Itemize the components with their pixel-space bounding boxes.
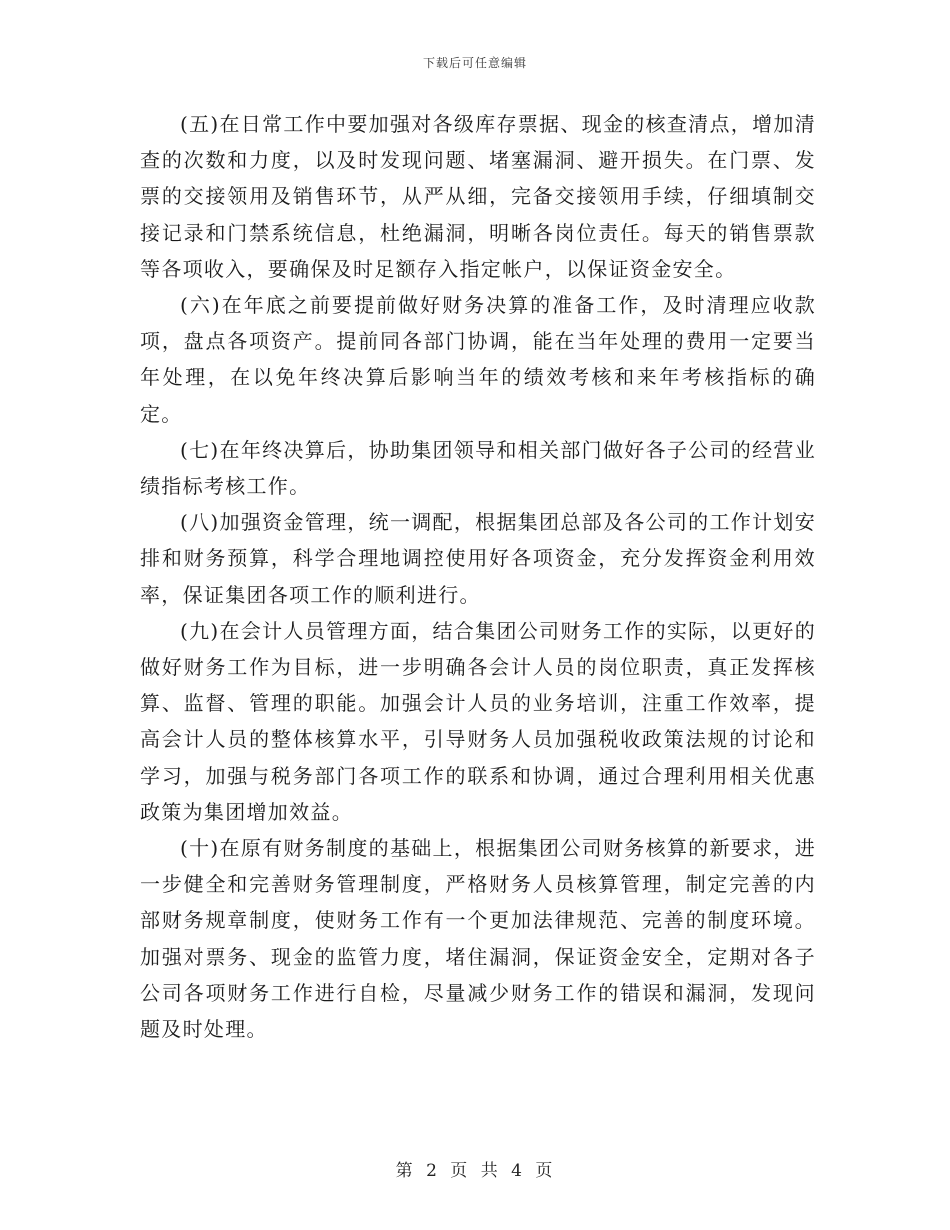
paragraph-7: (七)在年终决算后，协助集团领导和相关部门做好各子公司的经营业绩指标考核工作。: [140, 437, 816, 499]
paragraph-10: (十)在原有财务制度的基础上，根据集团公司财务核算的新要求，进一步健全和完善财务管理制度，严格财务人员核算管理，制定完善的内部财务规章制度，使财务工作有一个更加法律规范、完善的制度环境。加强对票务、现金的监管力度，堵住漏洞，保证资金安全，定期对各子公司各项财务工作进行自检，尽量减少财务工作的错误和漏洞，发现问题及时处理。: [140, 836, 816, 1042]
paragraph-6: (六)在年底之前要提前做好财务决算的准备工作，及时清理应收款项，盘点各项资产。提前同各部门协调，能在当年处理的费用一定要当年处理，在以免年终决算后影响当年的绩效考核和来年考核指标的确定。: [140, 293, 816, 426]
document-body: [140, 106, 816, 1047]
paragraph-9: (九)在会计人员管理方面，结合集团公司财务工作的实际，以更好的做好财务工作为目标，进一步明确各会计人员的岗位职责，真正发挥核算、监督、管理的职能。加强会计人员的业务培训，注重工作效率，提高会计人员的整体核算水平，引导财务人员加强税收政策法规的讨论和学习，加强与税务部门各项工作的联系和协调，通过合理利用相关优惠政策为集团增加效益。: [140, 618, 816, 824]
page-header: 下载后可任意编辑: [422, 56, 527, 70]
page-number-footer: 第 2 页 共 4 页: [395, 1161, 555, 1181]
paragraph-5: (五)在日常工作中要加强对各级库存票据、现金的核查清点，增加清查的次数和力度，以及时发现问题、堵塞漏洞、避开损失。在门票、发票的交接领用及销售环节，从严从细，完备交接领用手续，仔细填制交接记录和门禁系统信息，杜绝漏洞，明晰各岗位责任。每天的销售票款等各项收入，要确保及时足额存入指定帐户，以保证资金安全。: [140, 112, 816, 281]
paragraph-8: (八)加强资金管理，统一调配，根据集团总部及各公司的工作计划安排和财务预算，科学合理地调控使用好各项资金，充分发挥资金利用效率，保证集团各项工作的顺利进行。: [140, 510, 816, 607]
